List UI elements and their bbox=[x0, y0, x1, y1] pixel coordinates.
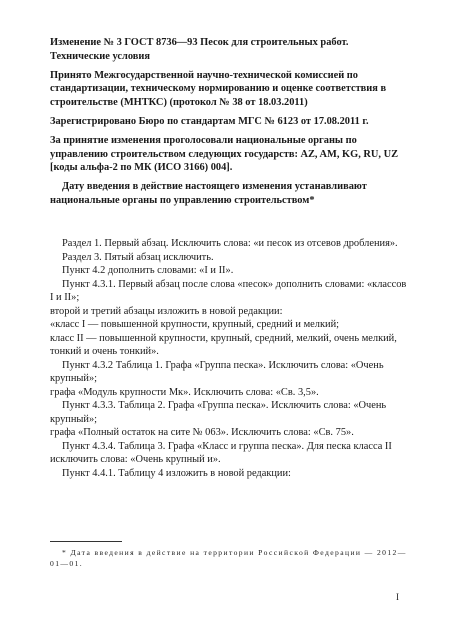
voting-statement: За принятие изменения проголосовали национальные органы по управлению строительством следующих государств: AZ, AM, KG, RU, UZ [коды альфа-2 по МК (ИСО 3166) 004]. bbox=[50, 135, 399, 174]
footnote bbox=[50, 547, 408, 569]
body-paragraph: Пункт 4.3.2 Таблица 1. Графа «Группа песка». Исключить слова: «Очень крупный»; bbox=[50, 359, 384, 384]
body-paragraph: второй и третий абзацы изложить в новой редакции: bbox=[50, 305, 283, 317]
body-paragraph: «класс I — повышенной крупности, крупный, средний и мелкий; bbox=[50, 319, 340, 330]
amendment-title: Изменение № 3 ГОСТ 8736—93 Песок для строительных работ. Технические условия bbox=[50, 37, 349, 62]
amendment-body bbox=[50, 237, 410, 480]
body-paragraph: Пункт 4.3.3. Таблица 2. Графа «Группа песка». Исключить слова: «Очень крупный»; bbox=[50, 400, 387, 425]
amendment-header bbox=[50, 36, 410, 213]
footnote-divider bbox=[50, 541, 122, 542]
body-paragraph: графа «Полный остаток на сите № 063». Исключить слова: «Св. 75». bbox=[50, 427, 354, 438]
adoption-statement: Принято Межгосударственной научно-технической комиссией по стандартизации, техническому нормированию и оценке соответствия в строительстве (МНТКС) (протокол № 38 от 18.03.2011) bbox=[50, 69, 387, 108]
body-paragraph: Раздел 1. Первый абзац. Исключить слова: «и песок из отсевов дробления». bbox=[62, 238, 398, 249]
body-paragraph: Пункт 4.3.4. Таблица 3. Графа «Класс и группа песка». Для песка класса II исключить слова: «Очень крупный и». bbox=[50, 440, 392, 465]
registration-statement: Зарегистрировано Бюро по стандартам МГС № 6123 от 17.08.2011 г. bbox=[50, 115, 369, 127]
footnote-text: * Дата введения в действие на территории Российской Федерации — 2012—01—01. bbox=[50, 548, 407, 568]
body-paragraph: Пункт 4.3.1. Первый абзац после слова «песок» дополнить словами: «классов I и II»; bbox=[50, 278, 407, 303]
body-paragraph: графа «Модуль крупности Mк». Исключить слова: «Св. 3,5». bbox=[50, 386, 319, 398]
body-paragraph: Пункт 4.2 дополнить словами: «I и II». bbox=[62, 265, 234, 276]
body-paragraph: Раздел 3. Пятый абзац исключить. bbox=[62, 251, 214, 263]
body-paragraph: класс II — повышенной крупности, крупный, средний, мелкий, очень мелкий, тонкий и очень тонкий». bbox=[50, 332, 397, 357]
effective-date-statement: Дату введения в действие настоящего изменения устанавливают национальные органы по управлению строительством* bbox=[50, 181, 367, 206]
body-paragraph: Пункт 4.4.1. Таблицу 4 изложить в новой редакции: bbox=[62, 467, 291, 479]
page-number: I bbox=[396, 592, 399, 602]
